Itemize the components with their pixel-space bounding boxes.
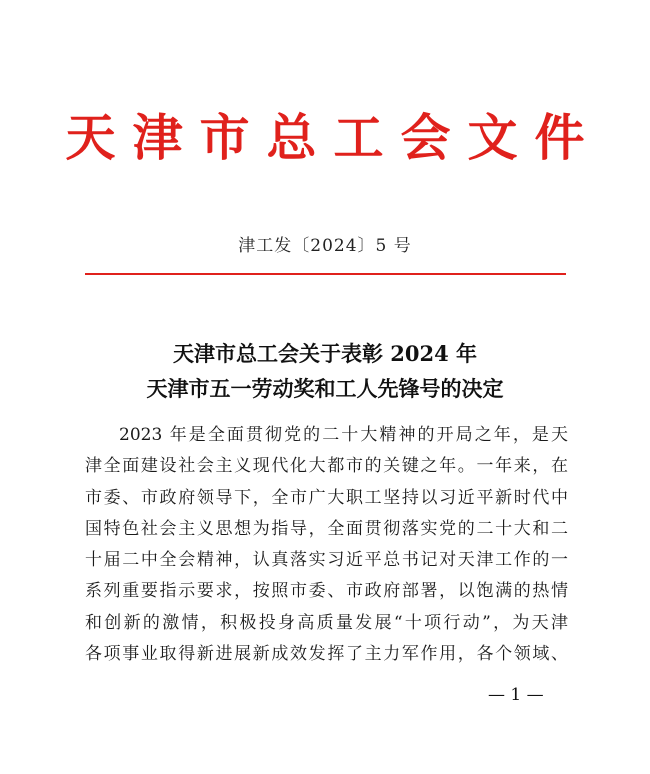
page-number: — 1 —	[488, 685, 544, 705]
body-line: 十届二中全会精神，认真落实习近平总书记对天津工作的一	[85, 550, 568, 571]
decision-title-line-2: 天津市五一劳动奖和工人先锋号的决定	[146, 376, 504, 401]
decision-title	[0, 336, 650, 406]
body-line: 市委、市政府领导下，全市广大职工坚持以习近平新时代中	[85, 487, 568, 508]
body-paragraph	[85, 420, 568, 670]
body-line: 津全面建设社会主义现代化大都市的关键之年。一年来，在	[85, 456, 568, 477]
body-line: 和创新的激情，积极投身高质量发展“十项行动”，为天津	[85, 612, 568, 633]
red-separator-rule	[85, 273, 566, 275]
decision-title-line-1: 天津市总工会关于表彰 2024 年	[172, 341, 478, 366]
body-line: 各项事业取得新进展新成效发挥了主力军作用，各个领域、	[85, 644, 568, 665]
body-line: 系列重要指示要求，按照市委、市政府部署，以饱满的热情	[85, 581, 568, 602]
document-number: 津工发〔2024〕5 号	[238, 236, 412, 256]
document-header-title: 天津市总工会文件	[65, 108, 602, 167]
body-line: 国特色社会主义思想为指导，全面贯彻落实党的二十大和二	[85, 518, 568, 539]
body-line: 2023 年是全面贯彻党的二十大精神的开局之年，是天	[119, 425, 568, 445]
